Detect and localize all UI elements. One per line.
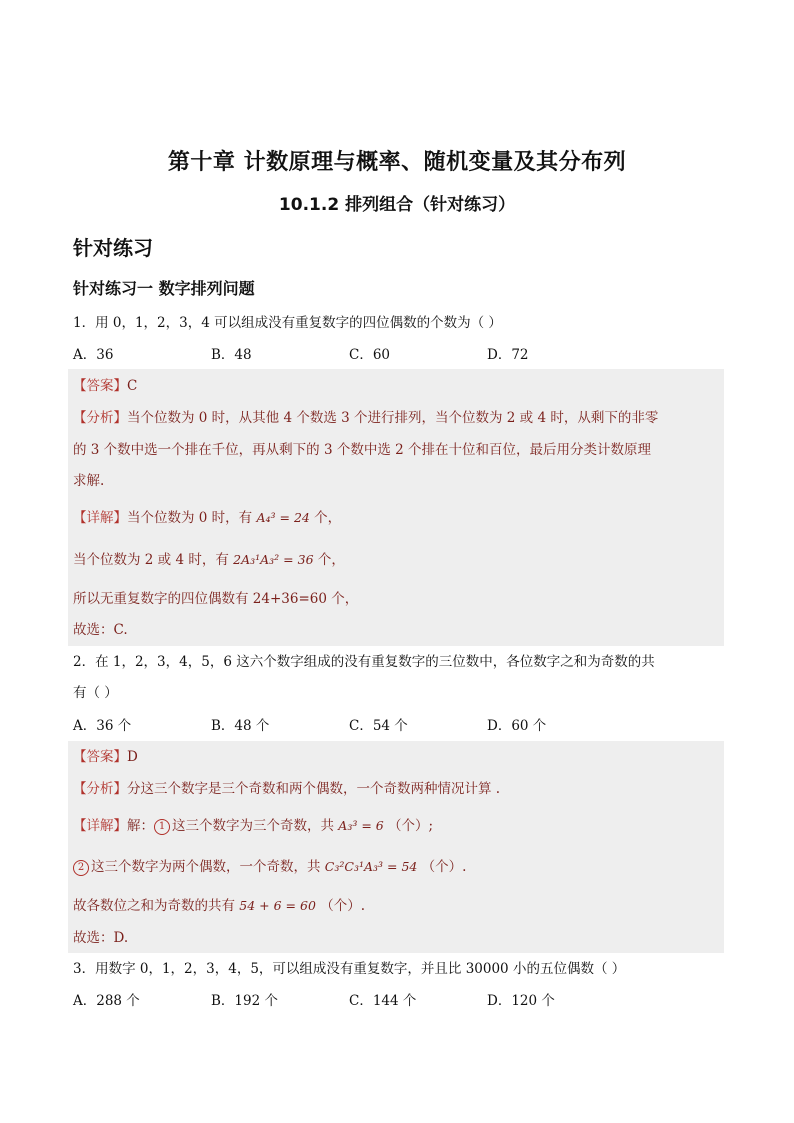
- q1-detail-text-2: 当个位数为 2 或 4 时，有: [73, 552, 229, 568]
- lesson-title: 10.1.2 排列组合（针对练习）: [278, 195, 516, 215]
- q1-detail-formula-2: 2A₃¹A₃² = 36: [233, 552, 314, 567]
- q1-option-a: A．36: [73, 347, 114, 363]
- q1-detail-unit-1: 个，: [314, 510, 342, 526]
- q1-detail-text-1: 当个位数为 0 时，有: [127, 510, 253, 526]
- q2-option-d: D．60 个: [487, 718, 547, 734]
- q2-stem-line-2: 有（ ）: [73, 685, 118, 701]
- circled-number-2: 2: [73, 860, 89, 876]
- q2-detail-text-2: 这三个数字为两个偶数，一个奇数，共: [91, 859, 321, 875]
- q1-detail-line-2: [73, 550, 345, 570]
- q2-detail-line-3: [73, 896, 365, 916]
- q1-analysis-line-2: 的 3 个数中选一个排在千位，再从剩下的 3 个数中选 2 个排在十位和百位，最后用分类计数原理: [73, 442, 652, 458]
- q2-detail-unit-3: （个）.: [320, 898, 365, 914]
- q1-stem: 1．用 0，1，2，3，4 可以组成没有重复数字的四位偶数的个数为（ ）: [73, 315, 502, 331]
- q2-analysis-tag: 【分析】: [73, 781, 127, 797]
- q2-stem-line-1: 2．在 1，2，3，4，5，6 这六个数字组成的没有重复数字的三位数中，各位数字之和为奇数的共: [73, 654, 655, 670]
- q1-analysis-line-1: [73, 408, 658, 428]
- q2-detail-line-4: 故选：D.: [73, 930, 129, 946]
- q2-option-b: B．48 个: [211, 718, 270, 734]
- q1-option-c: C．60: [349, 347, 391, 363]
- q1-detail-line-4: 故选：C.: [73, 622, 128, 638]
- q2-answer-box: [68, 741, 724, 953]
- q1-answer-value: C: [127, 378, 138, 394]
- q1-detail-formula-1: A₄³ = 24: [256, 510, 310, 525]
- q1-detail-unit-2: 个，: [317, 552, 345, 568]
- q2-answer: [73, 747, 138, 767]
- q1-detail-line-1: [73, 508, 341, 528]
- q2-detail-formula-3: 54 + 6 = 60: [239, 898, 316, 913]
- q3-option-c: C．144 个: [349, 993, 417, 1009]
- q2-detail-unit-1: （个）;: [388, 818, 434, 834]
- q2-detail-formula-2: C₃²C₃¹A₃³ = 54: [324, 859, 418, 874]
- q3-option-a: A．288 个: [73, 993, 140, 1009]
- q2-option-a: A．36 个: [73, 718, 132, 734]
- q1-answer-tag: 【答案】: [73, 378, 127, 394]
- q2-detail-line-2: [73, 857, 466, 877]
- q2-detail-tag: 【详解】: [73, 818, 127, 834]
- q2-detail-unit-2: （个）.: [421, 859, 467, 875]
- circled-number-1: 1: [154, 819, 170, 835]
- q1-detail-tag: 【详解】: [73, 510, 127, 526]
- q2-analysis-text-1: 分这三个数字是三个奇数和两个偶数，一个奇数两种情况计算 .: [127, 781, 501, 797]
- q3-option-d: D．120 个: [487, 993, 555, 1009]
- q2-option-c: C．54 个: [349, 718, 408, 734]
- q2-detail-formula-1: A₃³ = 6: [338, 818, 384, 833]
- q2-detail-text-3: 故各数位之和为奇数的共有: [73, 898, 235, 914]
- q2-analysis-line-1: [73, 779, 500, 799]
- q1-analysis-tag: 【分析】: [73, 410, 127, 426]
- q1-analysis-line-3: 求解.: [73, 473, 105, 489]
- q2-detail-text-1b: 这三个数字为三个奇数，共: [172, 818, 334, 834]
- q2-answer-tag: 【答案】: [73, 749, 127, 765]
- q1-analysis-text-1: 当个位数为 0 时，从其他 4 个数选 3 个进行排列，当个位数为 2 或 4 时，从剩下的非零: [127, 410, 659, 426]
- q3-stem: 3．用数字 0，1，2，3，4，5，可以组成没有重复数字，并且比 30000 小的五位偶数（ ）: [73, 961, 626, 977]
- q1-answer: [73, 376, 137, 396]
- q1-option-d: D．72: [487, 347, 529, 363]
- subsection-title: 针对练习一 数字排列问题: [73, 279, 255, 298]
- chapter-title: 第十章 计数原理与概率、随机变量及其分布列: [167, 150, 627, 175]
- q2-detail-line-1: [73, 816, 433, 836]
- q3-option-b: B．192 个: [211, 993, 278, 1009]
- q2-answer-value: D: [127, 749, 138, 765]
- section-title: 针对练习: [73, 236, 153, 260]
- q2-detail-text-1a: 解：: [127, 818, 154, 834]
- q1-option-b: B．48: [211, 347, 252, 363]
- q1-detail-line-3: 所以无重复数字的四位偶数有 24+36=60 个，: [73, 591, 359, 607]
